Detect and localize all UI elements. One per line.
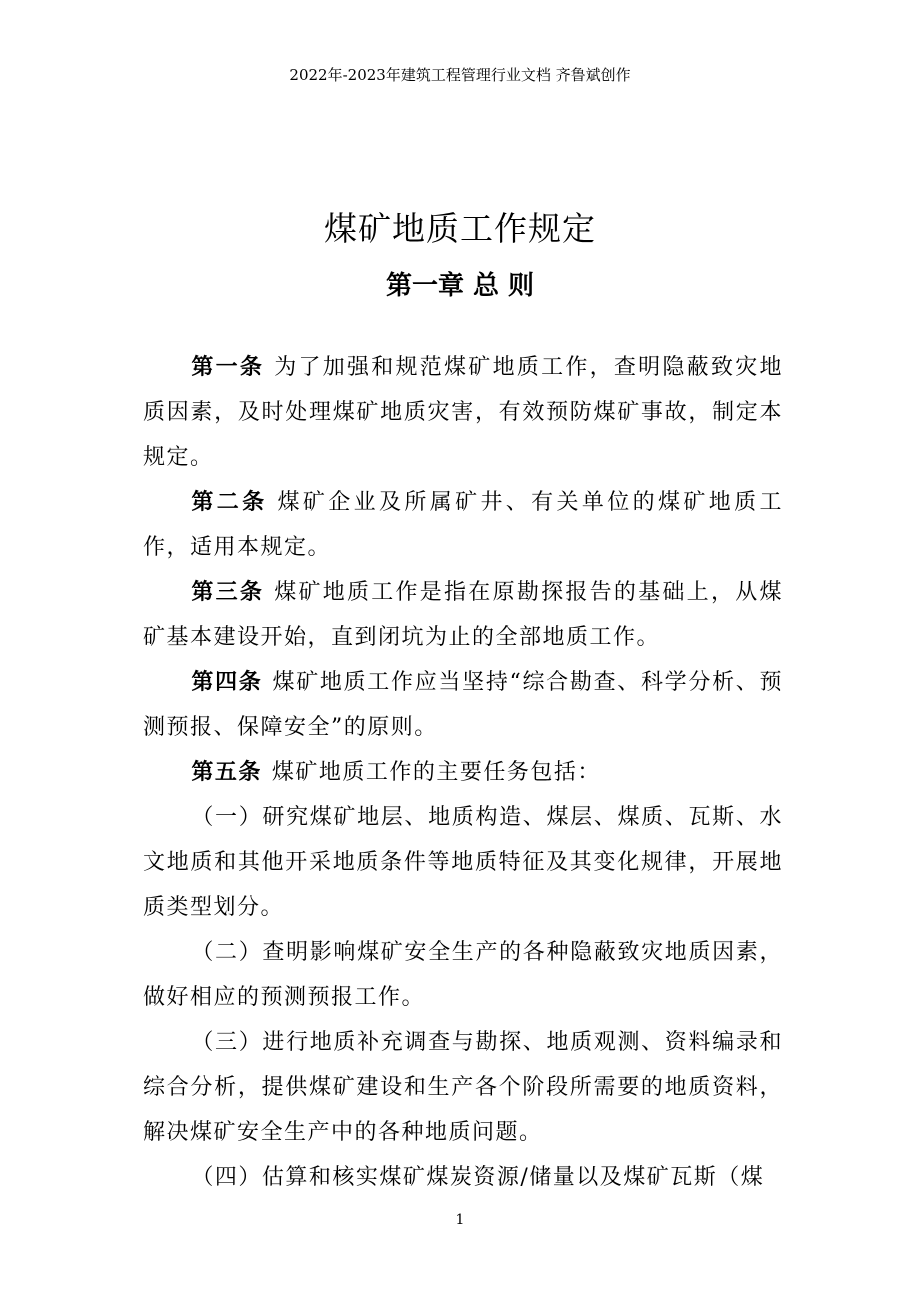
document-body <box>143 345 783 1200</box>
article-label: 第四条 <box>191 670 263 695</box>
article-text: 煤矿地质工作的主要任务包括： <box>271 760 601 785</box>
list-item-paragraph <box>143 795 783 930</box>
list-item-paragraph <box>143 930 783 1020</box>
list-item-text: （一）研究煤矿地层、地质构造、煤层、煤质、瓦斯、水文地质和其他开采地质条件等地质特征及其变化规律，开展地质类型划分。 <box>143 805 783 920</box>
article-paragraph <box>143 480 783 570</box>
article-label: 第三条 <box>191 580 265 605</box>
list-item-text: （四）估算和核实煤矿煤炭资源/储量以及煤矿瓦斯（煤 <box>191 1165 765 1190</box>
article-label: 第五条 <box>191 760 262 785</box>
chapter-heading: 第一章 总 则 <box>385 271 535 301</box>
list-item-text: （三）进行地质补充调查与勘探、地质观测、资料编录和综合分析，提供煤矿建设和生产各个阶段所需要的地质资料，解决煤矿安全生产中的各种地质问题。 <box>143 1030 783 1145</box>
list-item-text: （二）查明影响煤矿安全生产的各种隐蔽致灾地质因素，做好相应的预测预报工作。 <box>143 940 783 1010</box>
article-paragraph <box>143 570 783 660</box>
article-paragraph <box>143 660 783 750</box>
article-paragraph <box>143 345 783 480</box>
list-item-paragraph <box>143 1155 783 1200</box>
page-header: 2022年-2023年建筑工程管理行业文档 齐鲁斌创作 <box>289 66 631 84</box>
article-text: 煤矿企业及所属矿井、有关单位的煤矿地质工作，适用本规定。 <box>143 490 783 560</box>
article-text: 煤矿地质工作应当坚持“综合勘查、科学分析、预测预报、保障安全”的原则。 <box>143 670 783 740</box>
article-label: 第一条 <box>191 355 265 380</box>
article-paragraph <box>143 750 783 795</box>
article-text: 煤矿地质工作是指在原勘探报告的基础上，从煤矿基本建设开始，直到闭坑为止的全部地质工作。 <box>143 580 783 650</box>
article-label: 第二条 <box>191 490 268 515</box>
page-number: 1 <box>455 1212 465 1228</box>
document-title: 煤矿地质工作规定 <box>324 209 596 248</box>
list-item-paragraph <box>143 1020 783 1155</box>
article-text: 为了加强和规范煤矿地质工作，查明隐蔽致灾地质因素，及时处理煤矿地质灾害，有效预防煤矿事故，制定本规定。 <box>143 355 783 470</box>
